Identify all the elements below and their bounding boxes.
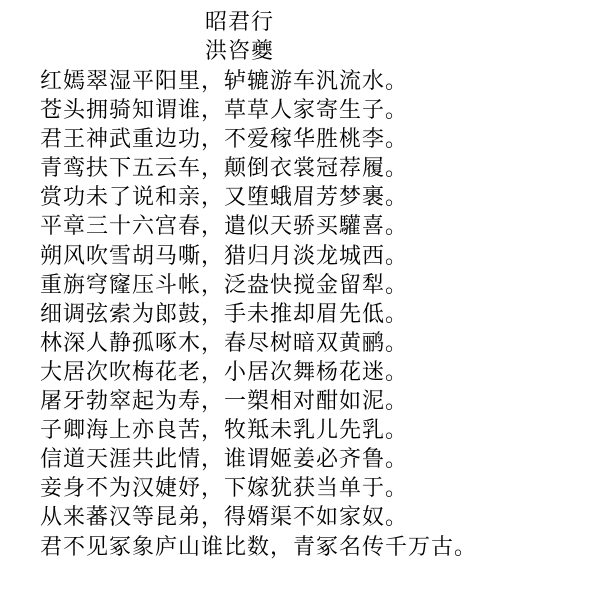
poem-line: 子卿海上亦良苦，牧羝未乳儿先乳。 [40,418,409,444]
poem-line: 君不见冢象庐山谁比数，青冢名传千万古。 [40,534,478,560]
poem-line: 平章三十六宫春，遣似天骄买驩喜。 [40,214,409,240]
poem-line: 红嫣翠湿平阳里，轳辘游车汎流水。 [40,69,409,94]
poem-line: 青鸾扶下五云车，颠倒衣裳冠荐履。 [40,156,409,182]
poem-line: 屠牙勃窣起为寿，一槊相对酣如泥。 [40,389,409,415]
poem-line: 朔风吹雪胡马嘶，猎归月淡龙城西。 [40,243,409,269]
poem-line: 大居次吹梅花老，小居次舞杨花迷。 [40,359,409,385]
poem-line: 妾身不为汉婕妤，下嫁犹获当单于。 [40,476,409,502]
poem-line: 林深人静孤啄木，春尽树暗双黄鹂。 [40,330,409,356]
poem-line: 赏功未了说和亲，又堕蛾眉芳梦裹。 [40,185,409,211]
poem-line: 重旃穹窿压斗帐，泛盎快搅金留犁。 [40,272,409,298]
poem-line: 君王神武重边功，不爱稼华胜桃李。 [40,127,409,153]
poem-line: 从来蕃汉等昆弟，得婿渠不如家奴。 [40,505,409,531]
poem-title: 昭君行 [205,10,275,35]
poem-author: 洪咨夔 [205,39,275,64]
poem-line: 细调弦索为郎鼓，手未推却眉先低。 [40,301,409,327]
poem-body [40,67,477,562]
poem-line: 苍头拥骑知谓谁，草草人家寄生子。 [40,98,409,124]
poem-line: 信道天涯共此情，谁谓姬姜必齐鲁。 [40,447,409,473]
